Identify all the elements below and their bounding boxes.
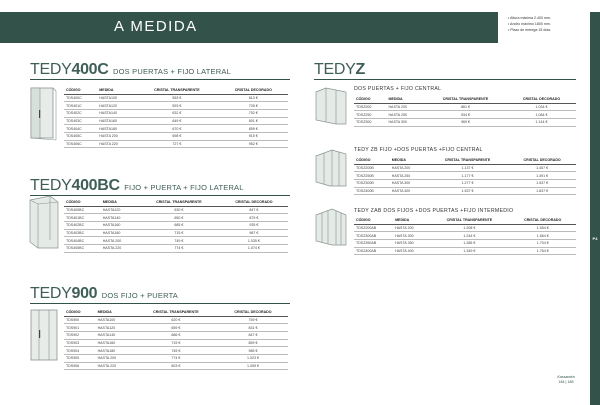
price-table-400c bbox=[64, 86, 288, 148]
cell-code: TDS405BC bbox=[64, 244, 101, 252]
cell-price-decor: 1.034 € bbox=[507, 103, 576, 111]
col-header-decor-glass: CRISTAL DECORADO bbox=[218, 308, 288, 316]
table-row bbox=[354, 111, 576, 119]
cell-price-decor: 952 € bbox=[219, 140, 288, 148]
col-header-size: MEDIDA bbox=[386, 95, 424, 103]
cell-size: HASTA160 bbox=[96, 339, 134, 347]
title-underline bbox=[30, 303, 290, 304]
table-row bbox=[64, 140, 288, 148]
cell-price-clear: 553 € bbox=[135, 94, 218, 102]
side-tab-label: P4 bbox=[592, 236, 598, 241]
cell-size: HASTA 200 bbox=[101, 237, 138, 245]
cell-size: HASTA140 bbox=[97, 109, 135, 117]
title-prefix: TEDY bbox=[314, 61, 356, 78]
subtitle-tedy-zab: TEDY ZAB DOS FIJOS +DOS PUERTAS +FIJO INTERMEDIO bbox=[354, 208, 514, 214]
cell-price-decor: 801 € bbox=[219, 117, 288, 125]
cell-price-clear: 670 € bbox=[135, 125, 218, 133]
cell-price-decor: 613 € bbox=[219, 94, 288, 102]
table-row bbox=[354, 179, 576, 187]
cell-price-decor: 879 € bbox=[220, 214, 288, 222]
cell-code: TDS405C bbox=[64, 132, 97, 140]
table-row bbox=[354, 239, 576, 247]
cell-code: TDS900 bbox=[64, 316, 96, 324]
cell-code: TDS404BC bbox=[64, 237, 101, 245]
title-model: Z bbox=[355, 61, 365, 78]
cell-price-decor: 1.764 € bbox=[509, 247, 576, 255]
cell-price-decor: 705 € bbox=[219, 102, 288, 110]
table-row bbox=[64, 94, 288, 102]
cell-code: TDS401C bbox=[64, 102, 97, 110]
price-table-zb bbox=[354, 156, 576, 195]
cell-size: HASTA 200 bbox=[393, 224, 429, 232]
col-header-size: MEDIDA bbox=[393, 216, 429, 224]
cell-code: TDS400C bbox=[64, 94, 97, 102]
cell-code: TDS400BC bbox=[64, 206, 101, 214]
cell-code: TDS902 bbox=[64, 331, 96, 339]
title-subtitle: DOS PUERTAS + FIJO LATERAL bbox=[113, 67, 231, 76]
cell-code: TDS403C bbox=[64, 117, 97, 125]
cell-price-clear: 1.177 € bbox=[427, 172, 508, 180]
cell-code: TDSZ200AB bbox=[354, 224, 393, 232]
note-width: • Ancho máximo 1800 mm. bbox=[508, 22, 551, 26]
title-model: 400C bbox=[71, 61, 109, 78]
cell-size: HASTA 200 bbox=[97, 132, 135, 140]
cell-price-clear: 1.537 € bbox=[427, 187, 508, 195]
cell-price-decor: 1.837 € bbox=[508, 187, 576, 195]
cell-code: TDS404C bbox=[64, 125, 97, 133]
col-header-decor-glass: CRISTAL DECORADO bbox=[507, 95, 576, 103]
cell-price-clear: 969 € bbox=[424, 118, 507, 126]
table-row bbox=[64, 237, 288, 245]
title-prefix: TEDY bbox=[30, 177, 72, 194]
cell-price-decor: 1.664 € bbox=[509, 232, 576, 240]
shower-enclosure-image-900 bbox=[28, 308, 60, 364]
col-header-size: MEDIDA bbox=[390, 156, 427, 164]
cell-size: HASTA 300 bbox=[386, 118, 424, 126]
cell-size: HASTA140 bbox=[96, 331, 134, 339]
cell-size: HASTA 220 bbox=[97, 140, 135, 148]
col-header-decor-glass: CRISTAL DECORADO bbox=[220, 198, 288, 206]
table-row bbox=[64, 206, 288, 214]
cell-price-decor: 1.144 € bbox=[507, 118, 576, 126]
cell-price-clear: 1.208 € bbox=[429, 224, 509, 232]
shower-enclosure-image-400bc bbox=[26, 194, 62, 250]
side-tab bbox=[590, 12, 600, 405]
cell-code: TDS901 bbox=[64, 324, 96, 332]
cell-size: HASTA100 bbox=[97, 94, 135, 102]
cell-code: TDS402C bbox=[64, 109, 97, 117]
cell-price-decor: 1.023 € bbox=[218, 354, 288, 362]
cell-price-clear: 1.286 € bbox=[429, 239, 509, 247]
cell-size: HASTA 350 bbox=[393, 239, 429, 247]
title-model: 900 bbox=[71, 285, 98, 302]
spec-notes bbox=[508, 15, 590, 33]
cell-code: TDS903 bbox=[64, 339, 96, 347]
cell-size: HASTA140 bbox=[101, 214, 138, 222]
cell-size: HASTA180 bbox=[96, 347, 134, 355]
cell-price-decor: 752 € bbox=[219, 109, 288, 117]
cell-size: HASTA 250 bbox=[386, 111, 424, 119]
table-header-row bbox=[354, 156, 576, 164]
col-header-clear-glass: CRISTAL TRANSPARENTE bbox=[138, 198, 220, 206]
cell-size: HASTA100 bbox=[96, 316, 134, 324]
title-underline bbox=[30, 195, 290, 196]
cell-price-decor: 935 € bbox=[220, 221, 288, 229]
cell-size: HASTA120 bbox=[101, 206, 138, 214]
table-row bbox=[354, 232, 576, 240]
table-header-row bbox=[64, 198, 288, 206]
cell-price-clear: 686 € bbox=[134, 331, 218, 339]
cell-price-clear: 774 € bbox=[134, 354, 218, 362]
title-prefix: TEDY bbox=[30, 61, 72, 78]
cell-price-decor: 1.035 € bbox=[220, 237, 288, 245]
cell-code: TDSZ250B bbox=[354, 172, 390, 180]
col-header-code: CÓDIGO bbox=[354, 156, 390, 164]
title-underline bbox=[30, 79, 290, 80]
table-row bbox=[354, 118, 576, 126]
cell-price-clear: 715 € bbox=[138, 229, 220, 237]
cell-size: HASTA 200 bbox=[390, 164, 427, 172]
col-header-clear-glass: CRISTAL TRANSPARENTE bbox=[135, 86, 218, 94]
cell-price-clear: 715 € bbox=[134, 339, 218, 347]
cell-size: HASTA120 bbox=[96, 324, 134, 332]
shower-enclosure-image-zb bbox=[312, 148, 350, 188]
cell-price-clear: 934 € bbox=[424, 111, 507, 119]
brand-logo bbox=[551, 375, 581, 385]
table-row bbox=[354, 187, 576, 195]
cell-size: HASTA 220 bbox=[96, 362, 134, 370]
table-row bbox=[64, 244, 288, 252]
brand-name: Kassandra bbox=[557, 375, 575, 379]
table-row bbox=[64, 125, 288, 133]
table-row bbox=[64, 362, 288, 370]
header-bar bbox=[0, 12, 498, 43]
cell-price-clear: 749 € bbox=[138, 237, 220, 245]
cell-code: TDS406C bbox=[64, 140, 97, 148]
cell-size: HASTA 400 bbox=[393, 247, 429, 255]
price-table-400bc bbox=[64, 198, 288, 253]
col-header-code: CÓDIGO bbox=[354, 95, 386, 103]
table-header-row bbox=[354, 95, 576, 103]
page-number: 184 | 185 bbox=[558, 380, 574, 384]
table-row bbox=[64, 102, 288, 110]
cell-size: HASTA180 bbox=[101, 229, 138, 237]
title-tedy-400c bbox=[30, 61, 231, 79]
shower-enclosure-image-zab bbox=[312, 207, 350, 247]
col-header-size: MEDIDA bbox=[96, 308, 134, 316]
table-row bbox=[64, 132, 288, 140]
cell-code: TDSZ200B bbox=[354, 164, 390, 172]
col-header-code: CÓDIGO bbox=[64, 198, 101, 206]
price-table-900 bbox=[64, 308, 288, 370]
price-table-z bbox=[354, 95, 576, 127]
cell-price-decor: 987 € bbox=[220, 229, 288, 237]
shower-enclosure-image-z bbox=[312, 86, 350, 126]
table-header-row bbox=[64, 86, 288, 94]
cell-price-clear: 698 € bbox=[135, 132, 218, 140]
cell-price-decor: 847 € bbox=[220, 206, 288, 214]
col-header-clear-glass: CRISTAL TRANSPARENTE bbox=[427, 156, 508, 164]
cell-price-decor: 1.084 € bbox=[507, 111, 576, 119]
table-row bbox=[64, 339, 288, 347]
cell-code: TDS403BC bbox=[64, 229, 101, 237]
table-row bbox=[64, 354, 288, 362]
cell-price-clear: 630 € bbox=[138, 206, 220, 214]
cell-price-clear: 620 € bbox=[134, 316, 218, 324]
table-row bbox=[354, 224, 576, 232]
cell-price-decor: 859 € bbox=[219, 125, 288, 133]
table-row bbox=[64, 331, 288, 339]
title-subtitle: DOS FIJO + PUERTA bbox=[101, 291, 178, 300]
subtitle-tedy-zb: TEDY ZB FIJO +DOS PUERTAS +FIJO CENTRAL bbox=[354, 147, 483, 153]
table-row bbox=[64, 347, 288, 355]
title-tedy-z bbox=[314, 61, 365, 79]
page-title: A MEDIDA bbox=[114, 18, 198, 35]
col-header-size: MEDIDA bbox=[101, 198, 138, 206]
cell-size: HASTA160 bbox=[101, 221, 138, 229]
table-row bbox=[64, 229, 288, 237]
cell-price-decor: 831 € bbox=[218, 324, 288, 332]
table-row bbox=[64, 221, 288, 229]
cell-price-clear: 745 € bbox=[134, 347, 218, 355]
cell-price-clear: 1.277 € bbox=[427, 179, 508, 187]
cell-code: TDSZ300AB bbox=[354, 232, 393, 240]
note-height: • Altura máxima 2.400 mm. bbox=[508, 16, 552, 20]
cell-size: HASTA 200 bbox=[386, 103, 424, 111]
table-header-row bbox=[64, 308, 288, 316]
col-header-decor-glass: CRISTAL DECORADO bbox=[508, 156, 576, 164]
cell-price-clear: 861 € bbox=[424, 103, 507, 111]
table-row bbox=[64, 214, 288, 222]
table-row bbox=[64, 109, 288, 117]
col-header-clear-glass: CRISTAL TRANSPARENTE bbox=[424, 95, 507, 103]
table-row bbox=[354, 103, 576, 111]
col-header-decor-glass: CRISTAL DECORADO bbox=[219, 86, 288, 94]
col-header-decor-glass: CRISTAL DECORADO bbox=[509, 216, 576, 224]
col-header-code: CÓDIGO bbox=[354, 216, 393, 224]
cell-price-decor: 1.074 € bbox=[220, 244, 288, 252]
cell-price-clear: 650 € bbox=[138, 214, 220, 222]
cell-code: TDSZ400B bbox=[354, 187, 390, 195]
cell-price-decor: 985 € bbox=[218, 347, 288, 355]
cell-price-clear: 685 € bbox=[138, 221, 220, 229]
cell-code: TDS905 bbox=[64, 354, 96, 362]
cell-price-decor: 859 € bbox=[218, 339, 288, 347]
cell-price-decor: 1.457 € bbox=[508, 164, 576, 172]
cell-code: TDSZ250 bbox=[354, 111, 386, 119]
cell-code: TDS401BC bbox=[64, 214, 101, 222]
cell-code: TDSZ400AB bbox=[354, 247, 393, 255]
cell-price-clear: 774 € bbox=[138, 244, 220, 252]
cell-price-clear: 1.244 € bbox=[429, 232, 509, 240]
title-prefix: TEDY bbox=[30, 285, 72, 302]
title-underline bbox=[314, 79, 576, 80]
table-header-row bbox=[354, 216, 576, 224]
title-tedy-900 bbox=[30, 285, 178, 303]
table-row bbox=[64, 117, 288, 125]
cell-size: HASTA180 bbox=[97, 125, 135, 133]
table-row bbox=[64, 324, 288, 332]
cell-size: HASTA 220 bbox=[101, 244, 138, 252]
cell-size: HASTA160 bbox=[97, 117, 135, 125]
table-row bbox=[64, 316, 288, 324]
cell-price-decor: 1.491 € bbox=[508, 172, 576, 180]
col-header-size: MEDIDA bbox=[97, 86, 135, 94]
subtitle-tedy-z: DOS PUERTAS + FIJO CENTRAL bbox=[354, 86, 442, 92]
note-delivery: • Plazo de entrega 15 días. bbox=[508, 28, 552, 32]
title-tedy-400bc bbox=[30, 177, 244, 195]
cell-price-decor: 759 € bbox=[218, 316, 288, 324]
col-header-code: CÓDIGO bbox=[64, 86, 97, 94]
cell-size: HASTA120 bbox=[97, 102, 135, 110]
cell-code: TDS904 bbox=[64, 347, 96, 355]
cell-size: HASTA 250 bbox=[390, 172, 427, 180]
cell-code: TDS906 bbox=[64, 362, 96, 370]
cell-price-clear: 1.349 € bbox=[429, 247, 509, 255]
cell-code: TDSZ350AB bbox=[354, 239, 393, 247]
cell-price-decor: 1.704 € bbox=[509, 239, 576, 247]
cell-price-decor: 1.554 € bbox=[509, 224, 576, 232]
table-row bbox=[354, 164, 576, 172]
cell-code: TDSZ300 bbox=[354, 118, 386, 126]
col-header-code: CÓDIGO bbox=[64, 308, 96, 316]
cell-price-decor: 847 € bbox=[218, 331, 288, 339]
title-model: 400BC bbox=[71, 177, 120, 194]
table-row bbox=[354, 247, 576, 255]
cell-price-clear: 659 € bbox=[134, 324, 218, 332]
cell-size: HASTA 400 bbox=[390, 187, 427, 195]
cell-code: TDSZ300B bbox=[354, 179, 390, 187]
cell-code: TDSZ200 bbox=[354, 103, 386, 111]
cell-price-clear: 803 € bbox=[134, 362, 218, 370]
col-header-clear-glass: CRISTAL TRANSPARENTE bbox=[134, 308, 218, 316]
price-table-zab bbox=[354, 216, 576, 255]
cell-price-decor: 1.537 € bbox=[508, 179, 576, 187]
col-header-clear-glass: CRISTAL TRANSPARENTE bbox=[429, 216, 509, 224]
cell-size: HASTA 200 bbox=[96, 354, 134, 362]
cell-price-clear: 593 € bbox=[135, 102, 218, 110]
cell-price-clear: 1.137 € bbox=[427, 164, 508, 172]
table-row bbox=[354, 172, 576, 180]
cell-price-clear: 632 € bbox=[135, 109, 218, 117]
cell-code: TDS402BC bbox=[64, 221, 101, 229]
cell-size: HASTA 300 bbox=[390, 179, 427, 187]
cell-price-decor: 1.059 € bbox=[218, 362, 288, 370]
shower-enclosure-image-400c bbox=[28, 86, 58, 142]
cell-size: HASTA 300 bbox=[393, 232, 429, 240]
title-subtitle: FIJO + PUERTA + FIJO LATERAL bbox=[124, 183, 244, 192]
cell-price-clear: 649 € bbox=[135, 117, 218, 125]
cell-price-decor: 915 € bbox=[219, 132, 288, 140]
cell-price-clear: 727 € bbox=[135, 140, 218, 148]
